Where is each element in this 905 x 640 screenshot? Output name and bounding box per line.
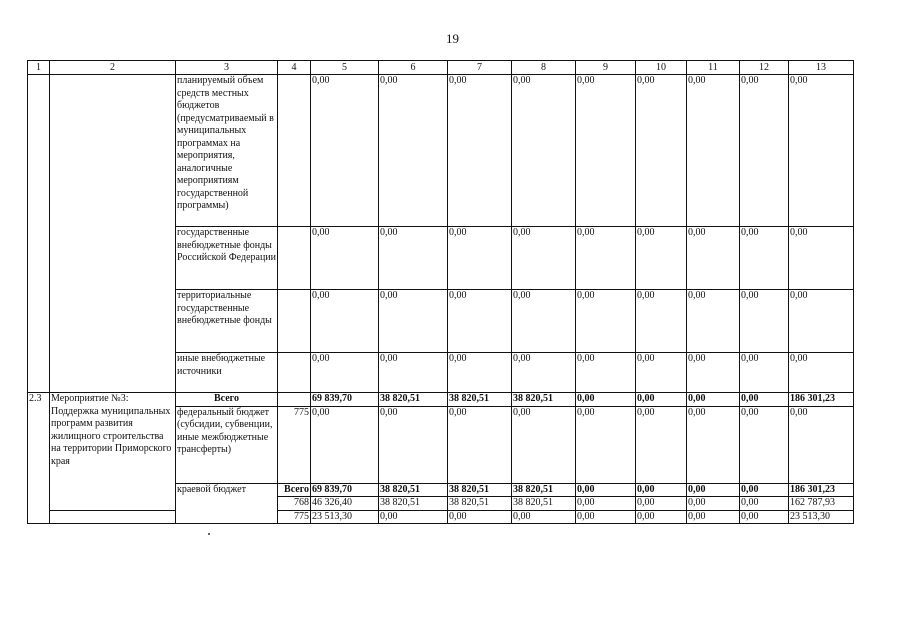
funding-source: краевой бюджет [176, 483, 278, 524]
value-cell: 0,00 [512, 353, 576, 393]
value-cell: 0,00 [512, 510, 576, 524]
value-cell: 0,00 [636, 75, 687, 227]
value-cell: 0,00 [636, 497, 687, 511]
value-cell: 0,00 [379, 510, 448, 524]
value-cell: 0,00 [576, 497, 636, 511]
value-cell: 0,00 [379, 406, 448, 483]
value-cell: 0,00 [789, 75, 854, 227]
value-cell: 0,00 [687, 483, 740, 497]
value-cell: 0,00 [789, 353, 854, 393]
column-number: 4 [278, 61, 311, 75]
column-number-row [28, 61, 854, 75]
value-cell: 0,00 [576, 393, 636, 407]
funding-source: планируемый объем средств местных бюджетов (предусматриваемый в муниципальных программах на мероприятия, аналогичные мероприятиям государственной программы) [176, 75, 278, 227]
table-row-local-budgets [28, 75, 854, 227]
value-cell: 38 820,51 [448, 497, 512, 511]
value-cell: 0,00 [636, 510, 687, 524]
value-cell: 0,00 [379, 353, 448, 393]
funding-source: Всего [176, 393, 278, 407]
value-cell: 0,00 [311, 290, 379, 353]
code-cell [278, 393, 311, 407]
value-cell: 0,00 [379, 75, 448, 227]
code-cell: 768 [278, 497, 311, 511]
funding-source: государственные внебюджетные фонды Российской Федерации [176, 227, 278, 290]
funding-source: иные внебюджетные источники [176, 353, 278, 393]
value-cell: 0,00 [687, 406, 740, 483]
code-cell: 775 [278, 406, 311, 483]
value-cell: 0,00 [512, 75, 576, 227]
value-cell: 0,00 [687, 353, 740, 393]
measure-cell: Мероприятие №3: Поддержка муниципальных программ развития жилищного строительства на территории Приморского края [50, 393, 176, 511]
value-cell: 23 513,30 [311, 510, 379, 524]
value-cell: 162 787,93 [789, 497, 854, 511]
value-cell: 0,00 [740, 353, 789, 393]
value-cell: 38 820,51 [448, 483, 512, 497]
column-number: 13 [789, 61, 854, 75]
column-number: 9 [576, 61, 636, 75]
value-cell: 46 326,40 [311, 497, 379, 511]
value-cell: 0,00 [687, 393, 740, 407]
value-cell: 23 513,30 [789, 510, 854, 524]
value-cell: 0,00 [636, 290, 687, 353]
value-cell: 38 820,51 [379, 393, 448, 407]
value-cell: 0,00 [448, 227, 512, 290]
page-number: 19 [446, 31, 459, 46]
value-cell: 186 301,23 [789, 483, 854, 497]
column-number: 2 [50, 61, 176, 75]
value-cell: 0,00 [311, 75, 379, 227]
value-cell: 186 301,23 [789, 393, 854, 407]
value-cell: 38 820,51 [512, 393, 576, 407]
stray-dot [208, 533, 210, 535]
value-cell: 0,00 [576, 227, 636, 290]
value-cell: 0,00 [636, 406, 687, 483]
value-cell: 0,00 [740, 497, 789, 511]
value-cell: 0,00 [448, 406, 512, 483]
value-cell: 0,00 [576, 290, 636, 353]
value-cell: 38 820,51 [512, 497, 576, 511]
value-cell: 0,00 [448, 510, 512, 524]
value-cell: 0,00 [576, 406, 636, 483]
value-cell: 0,00 [576, 510, 636, 524]
value-cell: 38 820,51 [448, 393, 512, 407]
value-cell: 0,00 [379, 227, 448, 290]
value-cell: 0,00 [448, 75, 512, 227]
value-cell: 0,00 [740, 227, 789, 290]
value-cell: 0,00 [512, 290, 576, 353]
row-number-cell: 2.3 [28, 393, 50, 524]
value-cell: 0,00 [740, 483, 789, 497]
measure-cell [50, 75, 176, 393]
column-number: 7 [448, 61, 512, 75]
budget-table [27, 60, 854, 524]
table-row-total [28, 393, 854, 407]
column-number: 8 [512, 61, 576, 75]
column-number: 3 [176, 61, 278, 75]
value-cell: 38 820,51 [379, 497, 448, 511]
value-cell: 0,00 [311, 353, 379, 393]
value-cell: 0,00 [379, 290, 448, 353]
row-number-cell [28, 75, 50, 393]
value-cell: 0,00 [576, 75, 636, 227]
value-cell: 0,00 [687, 290, 740, 353]
column-number: 12 [740, 61, 789, 75]
value-cell: 0,00 [576, 483, 636, 497]
value-cell: 0,00 [311, 406, 379, 483]
value-cell: 0,00 [512, 227, 576, 290]
value-cell: 69 839,70 [311, 393, 379, 407]
value-cell: 0,00 [740, 510, 789, 524]
value-cell: 0,00 [740, 75, 789, 227]
value-cell: 38 820,51 [379, 483, 448, 497]
value-cell: 0,00 [311, 227, 379, 290]
value-cell: 0,00 [687, 510, 740, 524]
column-number: 6 [379, 61, 448, 75]
value-cell: 0,00 [576, 353, 636, 393]
column-number: 5 [311, 61, 379, 75]
code-cell [278, 353, 311, 393]
funding-source: территориальные государственные внебюджетные фонды [176, 290, 278, 353]
value-cell: 0,00 [740, 406, 789, 483]
value-cell: 0,00 [636, 227, 687, 290]
code-cell: Всего [278, 483, 311, 497]
funding-source: федеральный бюджет (субсидии, субвенции, иные межбюджетные трансферты) [176, 406, 278, 483]
column-number: 11 [687, 61, 740, 75]
value-cell: 69 839,70 [311, 483, 379, 497]
value-cell: 0,00 [789, 406, 854, 483]
value-cell: 0,00 [636, 393, 687, 407]
value-cell: 0,00 [687, 227, 740, 290]
table-row-regional-775 [28, 510, 854, 524]
value-cell: 0,00 [789, 290, 854, 353]
column-number: 1 [28, 61, 50, 75]
value-cell: 0,00 [740, 290, 789, 353]
value-cell: 0,00 [789, 227, 854, 290]
value-cell: 0,00 [687, 75, 740, 227]
code-cell [278, 290, 311, 353]
value-cell: 0,00 [636, 483, 687, 497]
value-cell: 0,00 [448, 353, 512, 393]
value-cell: 0,00 [636, 353, 687, 393]
value-cell: 38 820,51 [512, 483, 576, 497]
measure-cell [50, 510, 176, 524]
column-number: 10 [636, 61, 687, 75]
code-cell [278, 227, 311, 290]
value-cell: 0,00 [740, 393, 789, 407]
code-cell [278, 75, 311, 227]
code-cell: 775 [278, 510, 311, 524]
value-cell: 0,00 [448, 290, 512, 353]
value-cell: 0,00 [512, 406, 576, 483]
value-cell: 0,00 [687, 497, 740, 511]
